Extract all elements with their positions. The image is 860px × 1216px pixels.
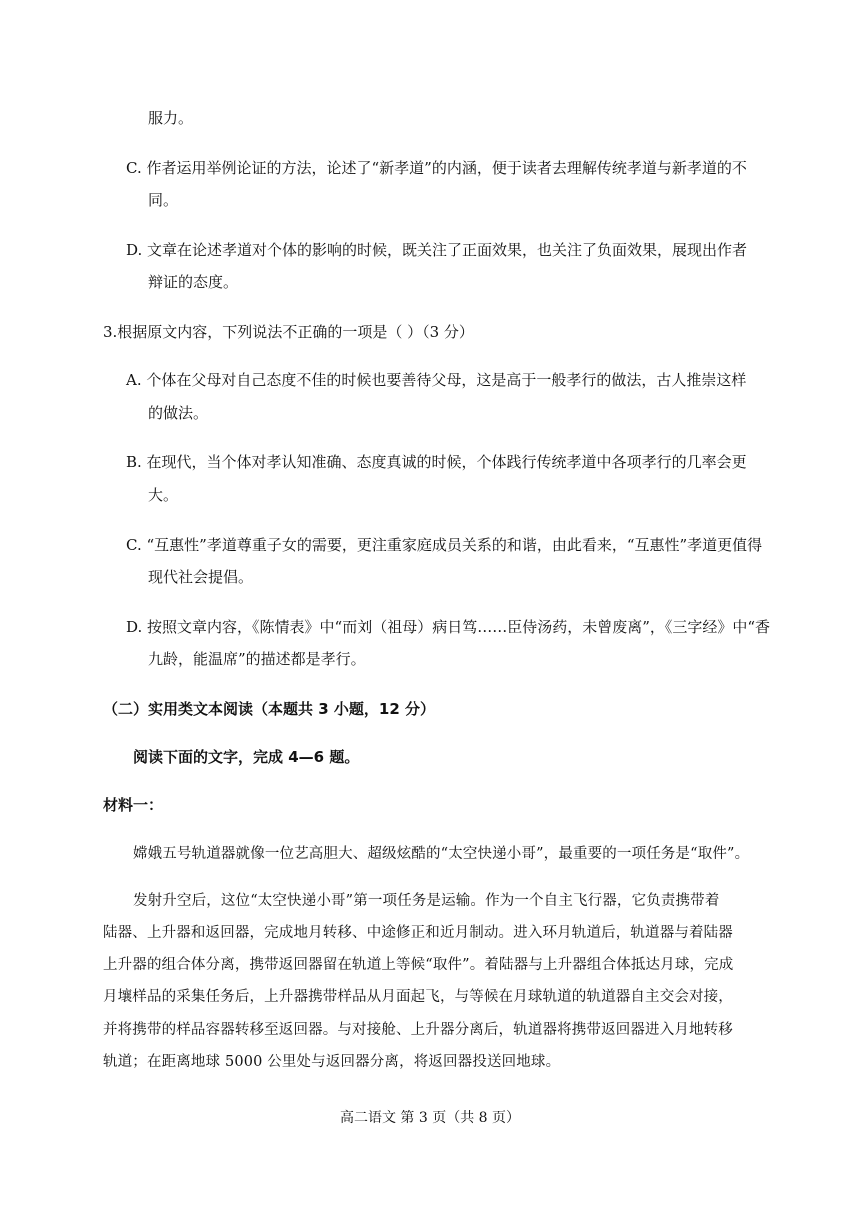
q3-option-a-line-1: A. 个体在父母对自己态度不佳的时候也要善待父母，这是高于一般孝行的做法，古人推崇这样 — [126, 371, 747, 389]
option-c-line-2: 同。 — [148, 191, 179, 209]
question-3-stem: 3.根据原文内容，下列说法不正确的一项是（ ）（3 分） — [103, 323, 474, 341]
passage-line-7: 轨道；在距离地球 5000 公里处与返回器分离，将返回器投送回地球。 — [103, 1054, 561, 1070]
reading-instruction: 阅读下面的文字，完成 4—6 题。 — [133, 748, 360, 766]
passage-line-1: 嫦娥五号轨道器就像一位艺高胆大、超级炫酷的“太空快递小哥”，最重要的一项任务是“取件”。 — [133, 846, 750, 862]
material-label: 材料一： — [103, 796, 164, 814]
q3-option-b-line-2: 大。 — [148, 486, 179, 504]
option-d-line-2: 辩证的态度。 — [148, 273, 239, 291]
option-d-line-1: D. 文章在论述孝道对个体的影响的时候，既关注了正面效果，也关注了负面效果，展现出作者 — [126, 241, 748, 259]
passage-line-2: 发射升空后，这位“太空快递小哥”第一项任务是运输。作为一个自主飞行器，它负责携带着 — [133, 893, 720, 909]
section-heading: （二）实用类文本阅读（本题共 3 小题，12 分） — [103, 700, 435, 718]
page-footer: 高二语文 第 3 页（共 8 页） — [339, 1110, 521, 1126]
q3-option-d-line-1: D. 按照文章内容，《陈情表》中“而刘（祖母）病日笃……臣侍汤药，未曾废离”，《三字经》中“香 — [126, 618, 771, 636]
option-c-line-1: C. 作者运用举例论证的方法，论述了“新孝道”的内涵，便于读者去理解传统孝道与新孝道的不 — [126, 159, 747, 177]
passage-line-5: 月壤样品的采集任务后，上升器携带样品从月面起飞，与等候在月球轨道的轨道器自主交会对接， — [103, 989, 733, 1005]
option-b-continuation: 服力。 — [148, 109, 194, 127]
q3-option-c-line-1: C. “互惠性”孝道尊重子女的需要，更注重家庭成员关系的和谐，由此看来，“互惠性”孝道更值得 — [126, 536, 763, 554]
passage-line-4: 上升器的组合体分离，携带返回器留在轨道上等候“取件”。着陆器与上升器组合体抵达月球，完成 — [103, 957, 734, 973]
passage-line-3: 陆器、上升器和返回器，完成地月转移、中途修正和近月制动。进入环月轨道后，轨道器与着陆器 — [103, 925, 733, 941]
q3-option-a-line-2: 的做法。 — [148, 404, 209, 422]
q3-option-d-line-2: 九龄，能温席”的描述都是孝行。 — [148, 650, 366, 668]
q3-option-b-line-1: B. 在现代，当个体对孝认知准确、态度真诚的时候，个体践行传统孝道中各项孝行的几率会更 — [126, 453, 747, 471]
q3-option-c-line-2: 现代社会提倡。 — [148, 568, 254, 586]
passage-line-6: 并将携带的样品容器转移至返回器。与对接舱、上升器分离后，轨道器将携带返回器进入月地转移 — [103, 1022, 733, 1038]
